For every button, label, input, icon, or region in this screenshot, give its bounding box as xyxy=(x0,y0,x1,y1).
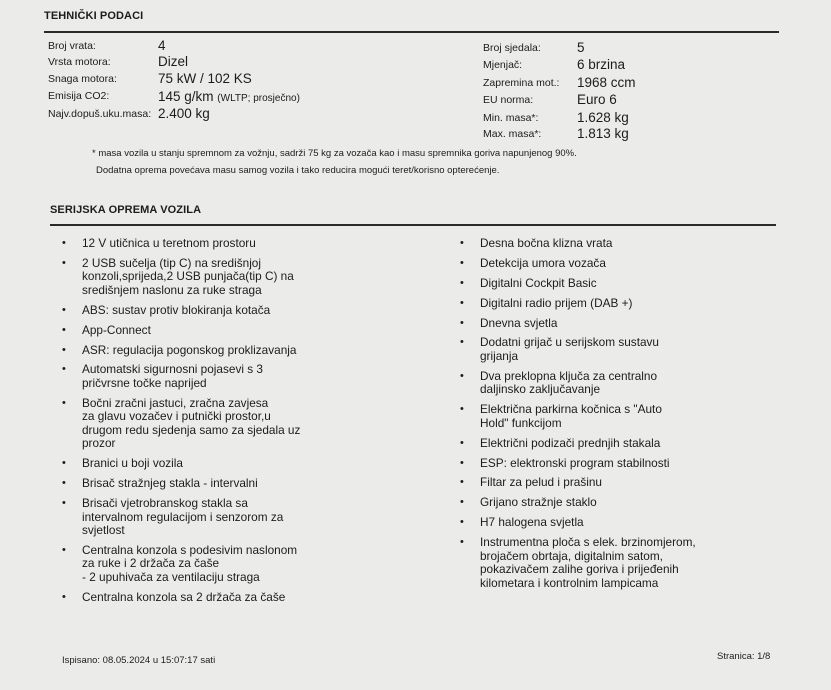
spec-value-co2-number: 145 g/km xyxy=(158,89,214,104)
equipment-item: • Centralna konzola sa 2 držača za čaše xyxy=(60,591,460,605)
spec-value-gearbox: 6 brzina xyxy=(577,57,626,72)
spec-value-displacement: 1968 ccm xyxy=(577,75,636,90)
equipment-item: • 2 USB sučelja (tip C) na središnjoj konzoli,sprijeda,2 USB punjača(tip C) na središnjem naslonu za ruke straga xyxy=(60,257,460,298)
spec-label-engine-power: Snaga motora: xyxy=(48,73,117,85)
equipment-item: • Bočni zračni jastuci, zračna zavjesa za glavu vozačev i putnički prostor,u drugom redu sjedenja samo za sjedala uz prozor xyxy=(60,397,460,451)
page-number: Stranica: 1/8 xyxy=(717,651,771,662)
equipment-item: • ASR: regulacija pogonskog proklizavanja xyxy=(60,344,460,358)
tech-section-title: TEHNIČKI PODACI xyxy=(44,10,144,22)
equipment-item: • ABS: sustav protiv blokiranja kotača xyxy=(60,304,460,318)
equipment-item: • 12 V utičnica u teretnom prostoru xyxy=(60,237,460,251)
equipment-section-title: SERIJSKA OPREMA VOZILA xyxy=(50,204,202,216)
spec-value-engine-type: Dizel xyxy=(158,54,189,69)
printed-timestamp: Ispisano: 08.05.2024 u 15:07:17 sati xyxy=(62,655,216,666)
spec-label-doors: Broj vrata: xyxy=(48,40,96,52)
equipment-item: • Filtar za pelud i prašinu xyxy=(458,476,818,490)
equipment-item: • ESP: elektronski program stabilnosti xyxy=(458,457,818,471)
equipment-item: • Brisač stražnjeg stakla - intervalni xyxy=(60,477,460,491)
spec-value-seats: 5 xyxy=(577,40,585,55)
equipment-item: • Detekcija umora vozača xyxy=(458,257,818,271)
equipment-item: • App-Connect xyxy=(60,324,460,338)
spec-label-engine-type: Vrsta motora: xyxy=(48,56,111,68)
equipment-item: • Dodatni grijač u serijskom sustavu grijanja xyxy=(458,336,818,363)
mass-footnote: * masa vozila u stanju spremnom za vožnju, sadrži 75 kg za vozača kao i masu spremnika goriva napunjenog 90%. xyxy=(92,148,577,159)
equipment-section-rule xyxy=(50,224,776,226)
equipment-list-right xyxy=(458,237,818,596)
spec-label-seats: Broj sjedala: xyxy=(483,42,541,54)
equipment-item: • H7 halogena svjetla xyxy=(458,516,818,530)
spec-label-co2: Emisija CO2: xyxy=(48,90,110,102)
spec-value-engine-power: 75 kW / 102 KS xyxy=(158,71,252,86)
equipment-item: • Desna bočna klizna vrata xyxy=(458,237,818,251)
equipment-item: • Automatski sigurnosni pojasevi s 3 pričvrsne točke naprijed xyxy=(60,363,460,390)
equipment-list-left xyxy=(60,237,460,611)
spec-value-co2 xyxy=(158,89,300,104)
equipment-item: • Električni podizači prednjih stakala xyxy=(458,437,818,451)
equipment-item: • Brisači vjetrobranskog stakla sa intervalnom regulacijom i senzorom za svjetlost xyxy=(60,497,460,538)
equipment-mass-note: Dodatna oprema povećava masu samog vozila i tako reducira mogući teret/korisno opterećenje. xyxy=(96,165,500,176)
tech-section-rule xyxy=(44,31,779,33)
spec-label-max-gross-mass: Najv.dopuš.uku.masa: xyxy=(48,108,152,120)
spec-value-min-mass: 1.628 kg xyxy=(577,110,629,125)
equipment-item: • Branici u boji vozila xyxy=(60,457,460,471)
equipment-item: • Digitalni Cockpit Basic xyxy=(458,277,818,291)
equipment-item: • Grijano stražnje staklo xyxy=(458,496,818,510)
spec-label-displacement: Zapremina mot.: xyxy=(483,77,560,89)
spec-label-eu-norm: EU norma: xyxy=(483,94,534,106)
equipment-item: • Električna parkirna kočnica s "Auto Hold" funkcijom xyxy=(458,403,818,430)
equipment-item: • Instrumentna ploča s elek. brzinomjerom, brojačem obrtaja, digitalnim satom, pokazivačem zalihe goriva i prijeđenih kilometara i kontrolnim lampicama xyxy=(458,536,818,590)
spec-value-max-gross-mass: 2.400 kg xyxy=(158,106,210,121)
spec-label-gearbox: Mjenjač: xyxy=(483,59,523,71)
spec-value-doors: 4 xyxy=(158,38,166,53)
spec-label-max-mass: Max. masa*: xyxy=(483,128,542,140)
equipment-item: • Centralna konzola s podesivim naslonom za ruke i 2 držača za čaše - 2 upuhivača za ventilaciju straga xyxy=(60,544,460,585)
equipment-item: • Dnevna svjetla xyxy=(458,317,818,331)
spec-value-max-mass: 1.813 kg xyxy=(577,126,629,141)
spec-label-min-mass: Min. masa*: xyxy=(483,112,539,124)
spec-value-eu-norm: Euro 6 xyxy=(577,92,617,107)
equipment-item: • Digitalni radio prijem (DAB +) xyxy=(458,297,818,311)
spec-value-co2-note: (WLTP; prosječno) xyxy=(217,93,300,104)
equipment-item: • Dva preklopna ključa za centralno daljinsko zaključavanje xyxy=(458,370,818,397)
